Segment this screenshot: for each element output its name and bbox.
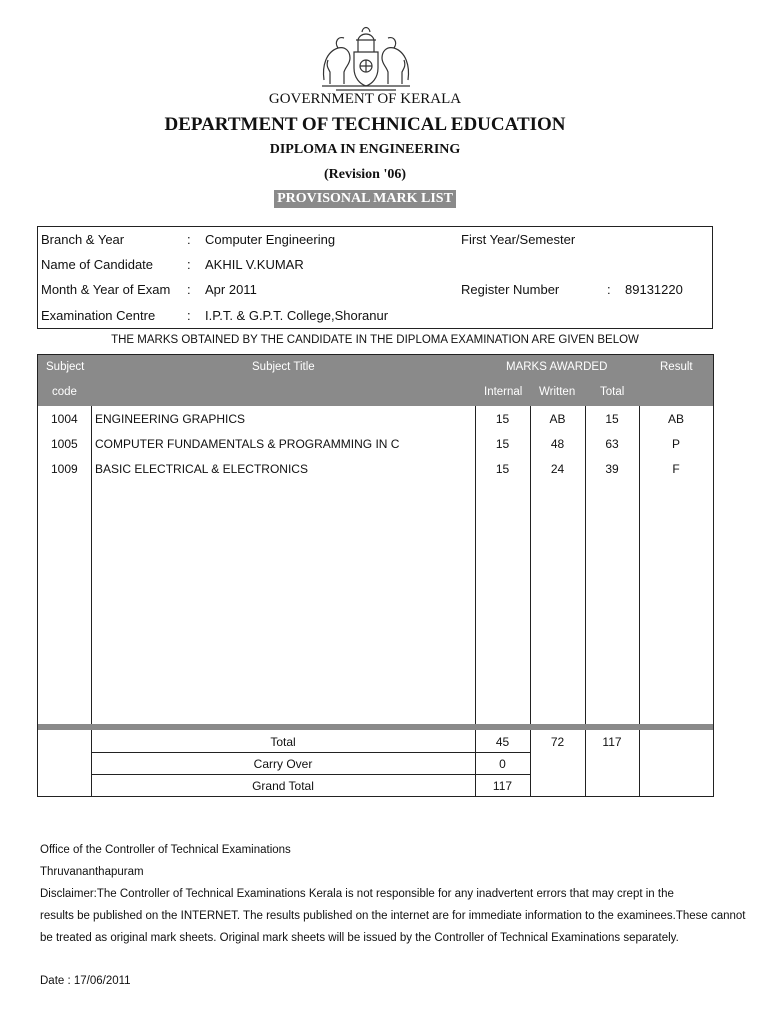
row-total: 15: [605, 412, 619, 426]
row-total: 63: [605, 437, 619, 451]
column-divider: [585, 406, 586, 724]
total-written: 72: [550, 735, 565, 749]
office-line: Office of the Controller of Technical Examinations: [40, 844, 291, 856]
row-title: ENGINEERING GRAPHICS: [95, 412, 246, 426]
name-label: Name of Candidate: [41, 257, 154, 272]
candidate-name: AKHIL V.KUMAR: [205, 257, 304, 272]
row-title: COMPUTER FUNDAMENTALS & PROGRAMMING IN C: [95, 437, 400, 451]
row-result: P: [671, 437, 680, 451]
row-result: F: [672, 462, 680, 476]
row-internal: 15: [495, 412, 510, 426]
revision-label: (Revision '06): [323, 167, 407, 182]
city-line: Thruvananthapuram: [40, 866, 144, 878]
row-code: 1004: [51, 412, 78, 426]
header-internal: Internal: [484, 386, 523, 398]
row-divider: [91, 774, 530, 775]
header-total: Total: [600, 386, 625, 398]
kerala-emblem-icon: [316, 22, 416, 92]
header-subject-title: Subject Title: [252, 361, 315, 373]
row-title: BASIC ELECTRICAL & ELECTRONICS: [95, 462, 308, 476]
marks-notice: THE MARKS OBTAINED BY THE CANDIDATE IN THE DIPLOMA EXAMINATION ARE GIVEN BELOW: [111, 334, 639, 346]
header-subject: Subject: [46, 361, 85, 373]
date-line: Date : 17/06/2011: [40, 975, 131, 987]
disclaimer-line-2: results be published on the INTERNET. The results published on the internet are for immediate information to the examinees.These cannot: [40, 910, 746, 922]
doc-type-wrap: [0, 189, 730, 208]
exam-label: Month & Year of Exam: [41, 282, 171, 297]
header-written: Written: [539, 386, 576, 398]
carry-over-label: Carry Over: [253, 757, 313, 771]
candidate-info-box: [37, 226, 713, 329]
total-internal: 45: [495, 735, 510, 749]
colon: :: [607, 282, 611, 297]
grand-total-label: Grand Total: [252, 779, 314, 793]
marks-table: [37, 354, 714, 797]
colon: :: [187, 257, 191, 272]
column-divider: [530, 406, 531, 724]
total-label: Total: [270, 735, 296, 749]
disclaimer-line-3: be treated as original mark sheets. Original mark sheets will be issued by the Controller of Technical Examinations separately.: [40, 932, 679, 944]
centre-value: I.P.T. & G.P.T. College,Shoranur: [205, 308, 389, 323]
branch-label: Branch & Year: [41, 232, 125, 247]
grand-total-value: 117: [492, 779, 513, 793]
centre-label: Examination Centre: [41, 308, 156, 323]
government-title: GOVERNMENT OF KERALA: [268, 91, 462, 107]
header-marks-awarded: MARKS AWARDED: [506, 361, 608, 373]
department-title: DEPARTMENT OF TECHNICAL EDUCATION: [164, 114, 566, 135]
colon: :: [187, 232, 191, 247]
header-code: code: [52, 386, 77, 398]
row-written: 24: [550, 462, 565, 476]
table-header: [38, 355, 713, 406]
total-total: 117: [602, 735, 622, 749]
register-value: 89131220: [625, 282, 683, 297]
row-written: 48: [550, 437, 565, 451]
course-title: DIPLOMA IN ENGINEERING: [269, 142, 461, 157]
row-code: 1009: [51, 462, 78, 476]
row-internal: 15: [495, 437, 510, 451]
disclaimer-line-1: Disclaimer:The Controller of Technical Examinations Kerala is not responsible for any inadvertent errors that may crept in the: [40, 888, 674, 900]
row-total: 39: [605, 462, 619, 476]
table-separator: [38, 724, 713, 730]
header-result: Result: [660, 361, 693, 373]
row-written: AB: [549, 412, 566, 426]
row-internal: 15: [495, 462, 510, 476]
row-divider: [91, 752, 530, 753]
colon: :: [187, 282, 191, 297]
year-value: First Year/Semester: [461, 232, 576, 247]
row-code: 1005: [51, 437, 78, 451]
row-result: AB: [667, 412, 684, 426]
doc-type-badge: PROVISONAL MARK LIST: [274, 190, 456, 208]
carry-over-value: 0: [499, 757, 506, 771]
register-label: Register Number: [461, 282, 560, 297]
colon: :: [187, 308, 191, 323]
branch-value: Computer Engineering: [205, 232, 336, 247]
exam-value: Apr 2011: [205, 282, 257, 297]
